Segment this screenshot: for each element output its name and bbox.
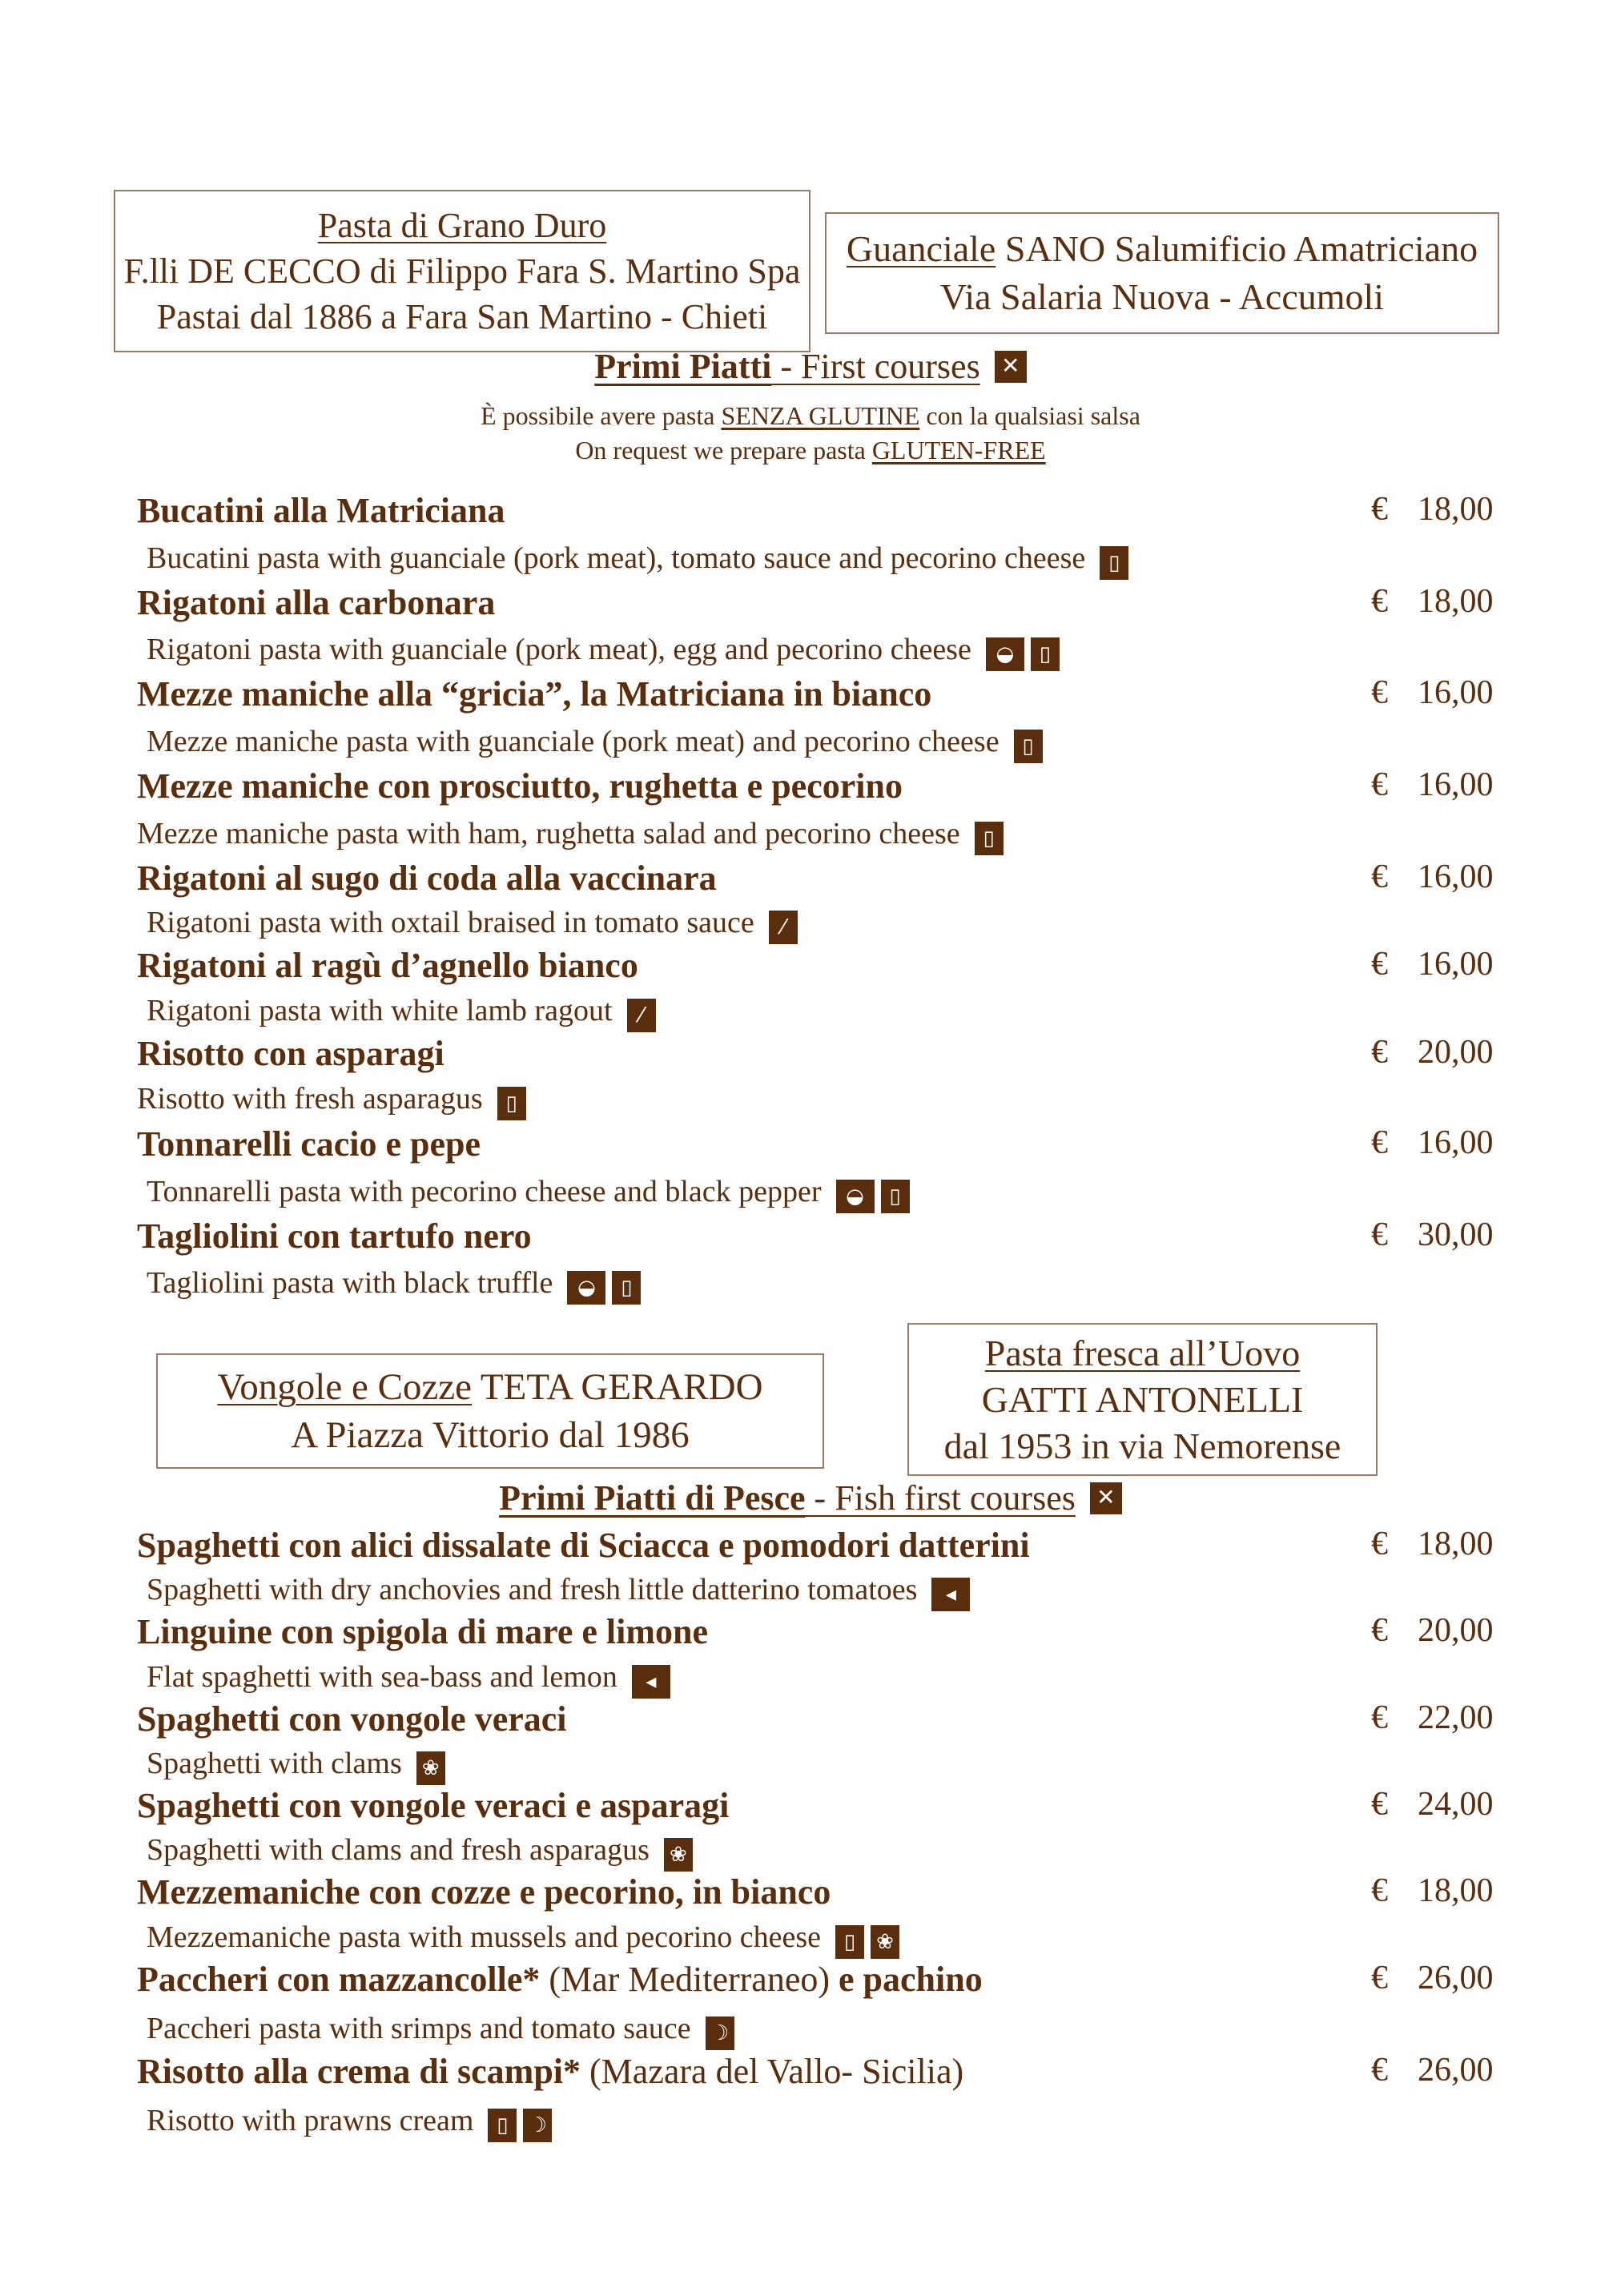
milk-icon: ▯ bbox=[1014, 730, 1043, 763]
dish-name bbox=[137, 582, 495, 623]
price-value: 26,00 bbox=[1418, 1960, 1494, 1996]
milk-icon: ▯ bbox=[835, 1925, 864, 1959]
egg-icon: ◒ bbox=[986, 637, 1024, 671]
allergen-icons bbox=[1008, 726, 1043, 763]
dish-name bbox=[137, 1216, 532, 1257]
dish-name-text: Paccheri con mazzancolle* bbox=[137, 1960, 541, 1999]
shell-icon: ❀ bbox=[871, 1925, 899, 1959]
dish-description-text: Paccheri pasta with srimps and tomato sauce bbox=[147, 2012, 691, 2045]
supplier-line: Pastai dal 1886 a Fara San Martino - Chieti bbox=[156, 297, 768, 336]
wheat-icon: ✕ bbox=[1090, 1482, 1122, 1514]
milk-icon: ▯ bbox=[497, 1087, 526, 1120]
dish-price bbox=[1371, 1959, 1507, 1997]
dish-price bbox=[1371, 1216, 1507, 1254]
shell-icon: ❀ bbox=[416, 1751, 445, 1785]
dish-description-text: Risotto with fresh asparagus bbox=[137, 1082, 483, 1116]
dish-price bbox=[1371, 1611, 1507, 1650]
dish-name-text: Bucatini alla Matriciana bbox=[137, 491, 505, 530]
dish-name bbox=[137, 674, 931, 714]
allergen-icons bbox=[925, 1574, 970, 1611]
note-text: È possibile avere pasta bbox=[481, 401, 722, 430]
supplier-underlined: Guanciale bbox=[846, 228, 996, 269]
dish-name-text: Risotto alla crema di scampi* bbox=[137, 2052, 581, 2091]
dish-price bbox=[1371, 674, 1507, 712]
dish-description bbox=[147, 993, 656, 1032]
dish-price bbox=[1371, 582, 1507, 621]
fish-icon: ◂ bbox=[632, 1665, 670, 1699]
dish-name bbox=[137, 858, 717, 899]
price-currency: € bbox=[1371, 1960, 1388, 1996]
section-title: Primi Piatti di Pesce bbox=[499, 1478, 806, 1518]
section-title: Primi Piatti bbox=[594, 347, 772, 386]
shrimp-icon: ☽ bbox=[523, 2109, 552, 2142]
dish-description bbox=[147, 1572, 970, 1611]
dish-name-text: Spaghetti con vongole veraci bbox=[137, 1699, 567, 1739]
price-value: 24,00 bbox=[1418, 1786, 1494, 1823]
price-value: 22,00 bbox=[1418, 1699, 1494, 1736]
dish-price bbox=[1371, 490, 1507, 529]
price-currency: € bbox=[1371, 1034, 1388, 1071]
price-currency: € bbox=[1371, 1216, 1388, 1253]
note-underlined: GLUTEN-FREE bbox=[871, 436, 1046, 464]
dish-name-text: Linguine con spigola di mare e limone bbox=[137, 1612, 709, 1651]
supplier-box-teta bbox=[156, 1353, 824, 1469]
dish-name-text: Rigatoni al ragù d’agnello bianco bbox=[137, 946, 638, 985]
milk-icon: ▯ bbox=[488, 2109, 517, 2142]
supplier-box-dececco bbox=[114, 190, 810, 352]
milk-icon: ▯ bbox=[1031, 637, 1060, 671]
supplier-underlined: Vongole e Cozze bbox=[217, 1366, 473, 1408]
dish-description bbox=[147, 632, 1060, 671]
allergen-icons bbox=[625, 1661, 670, 1699]
price-value: 26,00 bbox=[1418, 2052, 1494, 2089]
dish-name-text: Tonnarelli cacio e pepe bbox=[137, 1124, 481, 1164]
celery-icon: ⁄ bbox=[627, 999, 656, 1032]
dish-description-text: Tonnarelli pasta with pecorino cheese and black pepper bbox=[147, 1175, 822, 1208]
dish-description bbox=[147, 2103, 552, 2142]
section-heading-pesce bbox=[0, 1478, 1621, 1518]
supplier-line: Via Salaria Nuova - Accumoli bbox=[939, 276, 1385, 317]
note-text: On request we prepare pasta bbox=[575, 436, 872, 464]
dish-name-text: Tagliolini con tartufo nero bbox=[137, 1216, 532, 1256]
price-currency: € bbox=[1371, 1786, 1388, 1823]
section-subtitle: - Fish first courses bbox=[805, 1478, 1076, 1518]
dish-name bbox=[137, 1033, 444, 1074]
price-currency: € bbox=[1371, 1612, 1388, 1649]
egg-icon: ◒ bbox=[836, 1180, 875, 1213]
price-currency: € bbox=[1371, 674, 1388, 711]
supplier-line bbox=[827, 225, 1498, 273]
allergen-icons bbox=[561, 1267, 641, 1305]
price-value: 16,00 bbox=[1418, 946, 1494, 983]
dish-description bbox=[147, 1832, 693, 1872]
dish-name bbox=[137, 2051, 963, 2092]
dish-description-text: Spaghetti with dry anchovies and fresh little datterino tomatoes bbox=[147, 1573, 918, 1606]
supplier-line: Pasta fresca all’Uovo bbox=[984, 1332, 1301, 1373]
dish-price bbox=[1371, 1785, 1507, 1824]
dish-name-origin: (Mar Mediterraneo) bbox=[540, 1960, 830, 1999]
allergen-icons bbox=[979, 633, 1060, 671]
dish-description-text: Flat spaghetti with sea-bass and lemon bbox=[147, 1660, 617, 1694]
supplier-line: A Piazza Vittorio dal 1986 bbox=[291, 1414, 690, 1456]
supplier-line: F.lli DE CECCO di Filippo Fara S. Martino Spa bbox=[123, 251, 801, 291]
price-value: 18,00 bbox=[1418, 1872, 1494, 1909]
dish-description-text: Bucatini pasta with guanciale (pork meat), tomato sauce and pecorino cheese bbox=[147, 541, 1086, 575]
dish-name-text: Mezze maniche con prosciutto, rughetta e pecorino bbox=[137, 766, 903, 806]
milk-icon: ▯ bbox=[612, 1271, 641, 1305]
dish-name-text: Mezzemaniche con cozze e pecorino, in bianco bbox=[137, 1872, 831, 1912]
dish-name bbox=[137, 1611, 708, 1652]
allergen-icons bbox=[830, 1176, 910, 1213]
dish-name-text: Spaghetti con vongole veraci e asparagi bbox=[137, 1786, 730, 1825]
dish-name-text: Rigatoni al sugo di coda alla vaccinara bbox=[137, 858, 717, 898]
fish-icon: ◂ bbox=[931, 1578, 970, 1611]
price-currency: € bbox=[1371, 583, 1388, 620]
gluten-note-en bbox=[0, 436, 1621, 465]
dish-name bbox=[137, 1525, 1030, 1566]
supplier-box-sano bbox=[825, 212, 1499, 334]
dish-description bbox=[147, 1746, 445, 1785]
dish-description bbox=[147, 724, 1043, 763]
dish-description-text: Tagliolini pasta with black truffle bbox=[147, 1266, 553, 1300]
dish-description-text: Rigatoni pasta with guanciale (pork meat), egg and pecorino cheese bbox=[147, 633, 971, 666]
dish-description bbox=[147, 541, 1128, 580]
dish-description bbox=[147, 1920, 899, 1959]
dish-price bbox=[1371, 858, 1507, 896]
price-currency: € bbox=[1371, 1124, 1388, 1161]
allergen-icons bbox=[410, 1747, 445, 1785]
dish-name bbox=[137, 1124, 481, 1164]
dish-description-text: Rigatoni pasta with oxtail braised in tomato sauce bbox=[147, 906, 754, 939]
note-underlined: SENZA GLUTINE bbox=[721, 401, 920, 430]
price-value: 18,00 bbox=[1418, 1526, 1494, 1562]
dish-name bbox=[137, 1872, 831, 1912]
supplier-box-gatti bbox=[907, 1323, 1378, 1476]
supplier-line: GATTI ANTONELLI bbox=[981, 1378, 1304, 1420]
dish-price bbox=[1371, 1124, 1507, 1162]
shrimp-icon: ☽ bbox=[706, 2017, 734, 2050]
dish-price bbox=[1371, 766, 1507, 804]
wheat-icon: ✕ bbox=[995, 351, 1027, 383]
section-subtitle: - First courses bbox=[771, 347, 980, 386]
dish-description bbox=[147, 905, 798, 944]
price-value: 20,00 bbox=[1418, 1034, 1494, 1071]
allergen-icons bbox=[968, 818, 1004, 855]
dish-price bbox=[1371, 945, 1507, 983]
dish-price bbox=[1371, 2051, 1507, 2089]
allergen-icons bbox=[658, 1834, 693, 1872]
shell-icon: ❀ bbox=[664, 1838, 693, 1872]
dish-name bbox=[137, 945, 638, 986]
milk-icon: ▯ bbox=[1100, 546, 1128, 580]
allergen-icons bbox=[621, 995, 656, 1032]
dish-name bbox=[137, 1785, 729, 1826]
supplier-line bbox=[158, 1363, 823, 1411]
dish-price bbox=[1371, 1699, 1507, 1737]
price-currency: € bbox=[1371, 1526, 1388, 1562]
dish-name bbox=[137, 766, 903, 806]
allergen-icons bbox=[1093, 542, 1128, 580]
dish-description bbox=[137, 1081, 526, 1120]
price-value: 16,00 bbox=[1418, 766, 1494, 803]
dish-name bbox=[137, 490, 505, 531]
dish-description bbox=[147, 1265, 641, 1305]
dish-price bbox=[1371, 1872, 1507, 1910]
dish-description-text: Mezzemaniche pasta with mussels and pecorino cheese bbox=[147, 1920, 822, 1954]
egg-icon: ◒ bbox=[567, 1271, 605, 1305]
price-currency: € bbox=[1371, 491, 1388, 528]
price-value: 16,00 bbox=[1418, 1124, 1494, 1161]
dish-description bbox=[147, 2011, 734, 2050]
price-value: 18,00 bbox=[1418, 491, 1494, 528]
price-currency: € bbox=[1371, 1872, 1388, 1909]
dish-description-text: Rigatoni pasta with white lamb ragout bbox=[147, 994, 613, 1027]
dish-name-origin: (Mazara del Vallo- Sicilia) bbox=[581, 2052, 964, 2091]
dish-description bbox=[137, 816, 1004, 855]
price-currency: € bbox=[1371, 2052, 1388, 2089]
price-value: 16,00 bbox=[1418, 674, 1494, 711]
dish-name bbox=[137, 1959, 983, 2000]
supplier-line: dal 1953 in via Nemorense bbox=[943, 1425, 1341, 1466]
dish-name-text: Risotto con asparagi bbox=[137, 1034, 444, 1073]
dish-description-text: Mezze maniche pasta with guanciale (pork meat) and pecorino cheese bbox=[147, 725, 1000, 758]
supplier-line: Pasta di Grano Duro bbox=[317, 206, 607, 245]
dish-description bbox=[147, 1659, 670, 1699]
price-currency: € bbox=[1371, 946, 1388, 983]
dish-name-text: Mezze maniche alla “gricia”, la Matriciana in bianco bbox=[137, 674, 932, 714]
price-value: 20,00 bbox=[1418, 1612, 1494, 1649]
dish-name-tail: e pachino bbox=[830, 1960, 983, 1999]
dish-description-text: Risotto with prawns cream bbox=[147, 2104, 474, 2137]
price-currency: € bbox=[1371, 858, 1388, 895]
allergen-icons bbox=[762, 907, 798, 944]
dish-description-text: Mezze maniche pasta with ham, rughetta salad and pecorino cheese bbox=[137, 817, 960, 850]
dish-name-text: Spaghetti con alici dissalate di Sciacca e pomodori datterini bbox=[137, 1526, 1030, 1565]
dish-description-text: Spaghetti with clams and fresh asparagus bbox=[147, 1833, 650, 1867]
supplier-rest: TETA GERARDO bbox=[472, 1366, 763, 1408]
section-heading-primi bbox=[0, 346, 1621, 387]
dish-name-text: Rigatoni alla carbonara bbox=[137, 583, 496, 622]
dish-description-text: Spaghetti with clams bbox=[147, 1747, 402, 1780]
supplier-rest: SANO Salumificio Amatriciano bbox=[996, 228, 1478, 269]
dish-price bbox=[1371, 1033, 1507, 1072]
allergen-icons bbox=[699, 2013, 734, 2050]
price-value: 18,00 bbox=[1418, 583, 1494, 620]
dish-name bbox=[137, 1699, 567, 1739]
milk-icon: ▯ bbox=[975, 822, 1004, 855]
milk-icon: ▯ bbox=[881, 1180, 910, 1213]
allergen-icons bbox=[481, 2105, 552, 2142]
gluten-note-it bbox=[0, 401, 1621, 431]
celery-icon: ⁄ bbox=[769, 911, 798, 944]
dish-price bbox=[1371, 1525, 1507, 1563]
price-value: 16,00 bbox=[1418, 858, 1494, 895]
price-currency: € bbox=[1371, 766, 1388, 803]
price-value: 30,00 bbox=[1418, 1216, 1494, 1253]
allergen-icons bbox=[491, 1083, 526, 1120]
note-text: con la qualsiasi salsa bbox=[919, 401, 1140, 430]
allergen-icons bbox=[829, 1921, 899, 1959]
dish-description bbox=[147, 1174, 910, 1213]
price-currency: € bbox=[1371, 1699, 1388, 1736]
